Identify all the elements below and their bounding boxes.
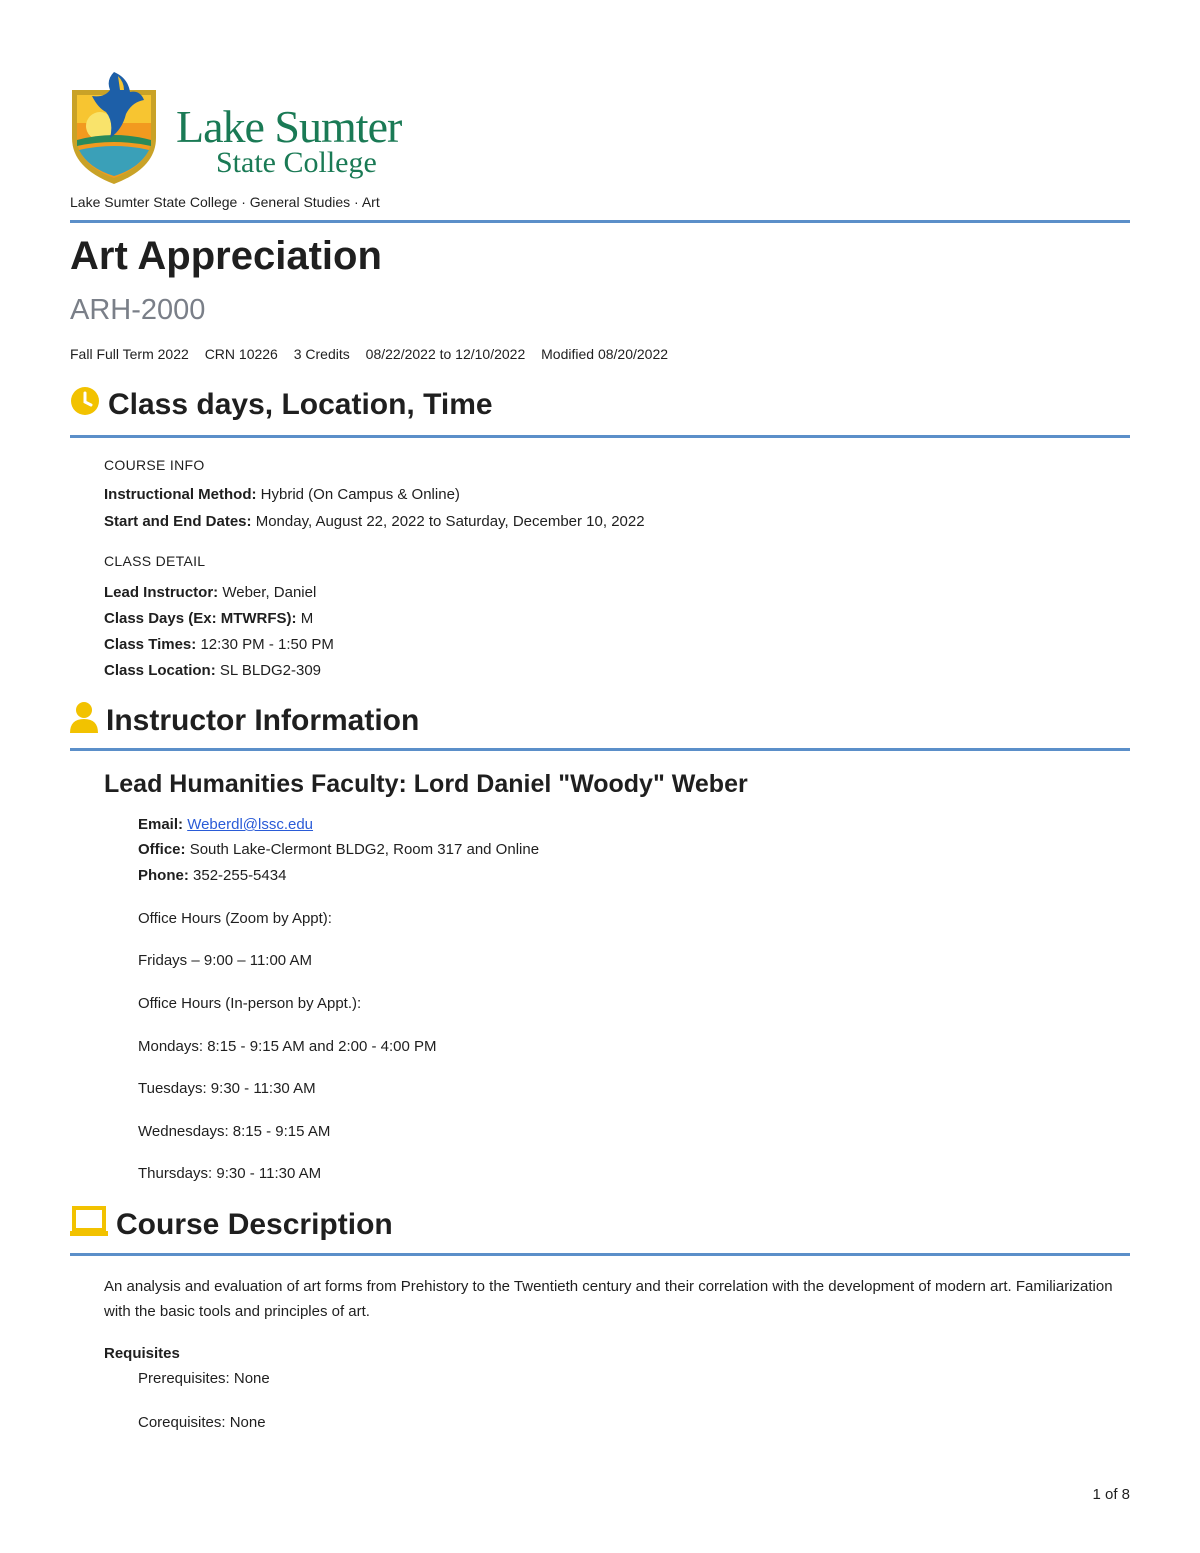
logo-wordmark-line2: State College [216,146,377,179]
class-days: Class Days (Ex: MTWRFS): M [104,610,314,627]
requisites-label: Requisites [104,1345,180,1362]
section-heading-instructor [70,701,419,741]
office-hours-line: Office Hours (Zoom by Appt): [138,910,332,927]
office-row: Office: South Lake-Clermont BLDG2, Room 317 and Online [138,841,540,858]
course-meta [70,346,680,362]
office-hours-line: Wednesdays: 8:15 - 9:15 AM [138,1123,331,1140]
office-hours-line: Thursdays: 9:30 - 11:30 AM [138,1165,322,1182]
person-icon [70,701,98,741]
divider [70,1253,1130,1256]
crn: CRN 10226 [204,346,278,362]
logo-wordmark-line1: Lake Sumter [176,101,402,152]
class-detail-label: CLASS DETAIL [104,553,206,569]
section-heading-description [70,1205,393,1245]
lead-instructor: Lead Instructor: Weber, Daniel [104,584,317,601]
clock-icon [70,386,100,424]
start-end-dates: Start and End Dates: Monday, August 22, 2022 to Saturday, December 10, 2022 [104,513,645,530]
term: Fall Full Term 2022 [70,346,189,362]
email-row: Email: Weberdl@lssc.edu [138,816,314,833]
breadcrumb: Lake Sumter State College · General Studies · Art [70,194,380,210]
section-title: Course Description [116,1208,393,1241]
term-dates: 08/22/2022 to 12/10/2022 [365,346,526,362]
office-hours-line: Tuesdays: 9:30 - 11:30 AM [138,1080,316,1097]
laptop-icon [70,1205,108,1245]
section-title: Instructor Information [106,704,420,737]
college-logo [70,68,430,188]
email-link[interactable]: Weberdl@lssc.edu [187,816,314,833]
class-times: Class Times: 12:30 PM - 1:50 PM [104,636,334,653]
section-heading-class [70,386,493,424]
office-hours-line: Office Hours (In-person by Appt.): [138,995,362,1012]
page-title: Art Appreciation [70,234,382,278]
course-description-text: An analysis and evaluation of art forms from Prehistory to the Twentieth century and their correlation with the development of modern art. Familiarization with the basic tools and principles of art. [104,1278,1113,1320]
office-hours-line: Mondays: 8:15 - 9:15 AM and 2:00 - 4:00 PM [138,1038,437,1055]
office-hours-line: Fridays – 9:00 – 11:00 AM [138,952,312,969]
instructional-method: Instructional Method: Hybrid (On Campus & Online) [104,486,460,503]
class-location: Class Location: SL BLDG2-309 [104,662,322,679]
modified-date: Modified 08/20/2022 [541,346,669,362]
phone-row: Phone: 352-255-5434 [138,867,287,884]
page-number: 1 of 8 [1092,1486,1130,1503]
course-code: ARH-2000 [70,294,206,326]
course-info-label: COURSE INFO [104,457,205,473]
divider [70,748,1130,751]
credits: 3 Credits [293,346,350,362]
prerequisites: Prerequisites: None [138,1370,270,1387]
divider [70,220,1130,223]
crest-icon [70,68,160,186]
corequisites: Corequisites: None [138,1414,266,1431]
divider [70,435,1130,438]
faculty-heading: Lead Humanities Faculty: Lord Daniel "Woody" Weber [104,770,748,798]
section-title: Class days, Location, Time [108,388,493,421]
